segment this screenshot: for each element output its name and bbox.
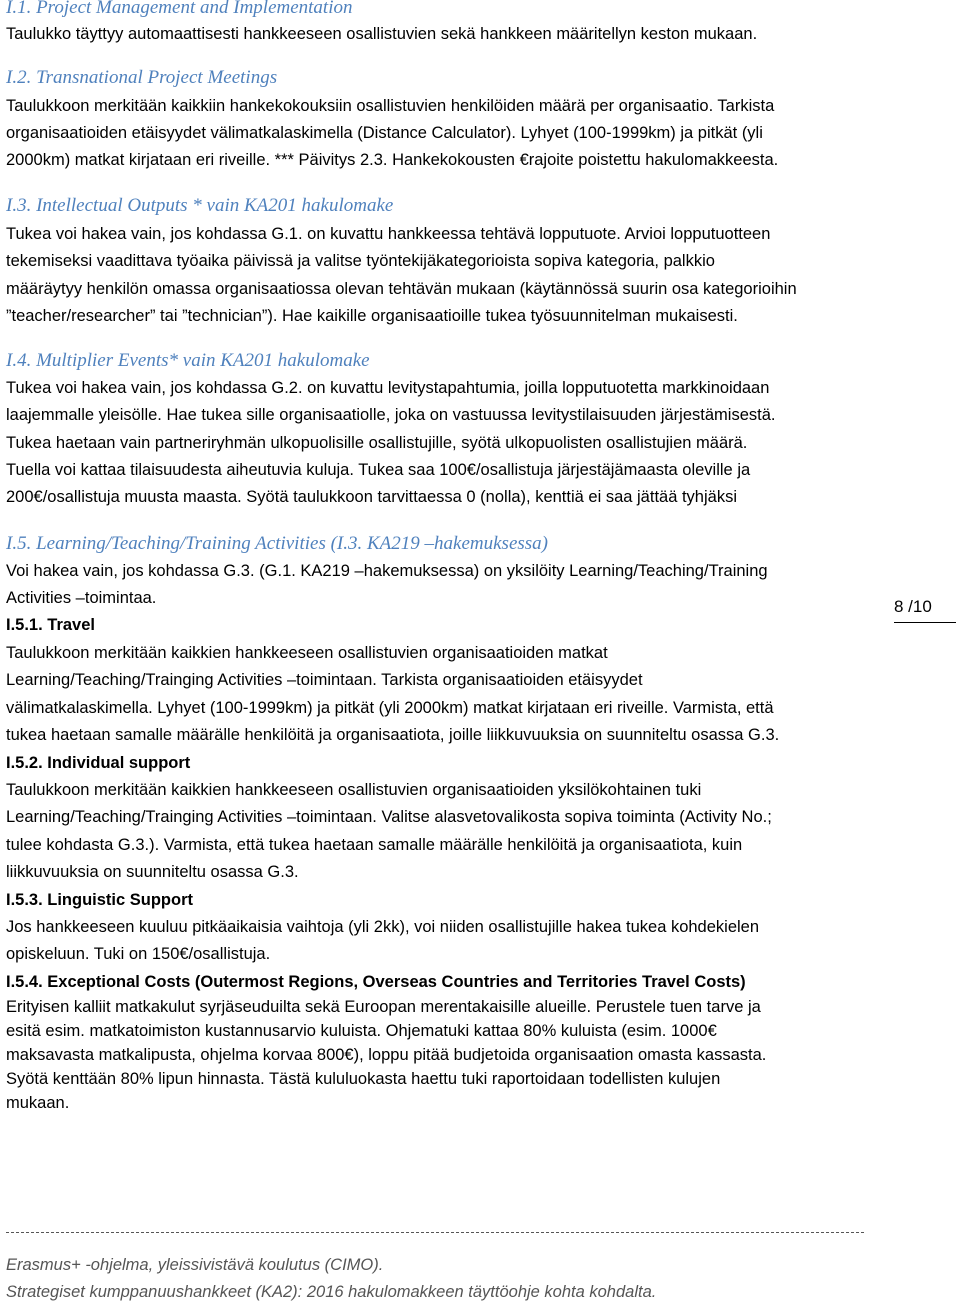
section-heading-i2: I.2. Transnational Project Meetings: [6, 67, 278, 88]
paragraph-line: opiskeluun. Tuki on 150€/osallistuja.: [6, 945, 271, 963]
paragraph-line: 2000km) matkat kirjataan eri riveille. *** Päivitys 2.3. Hankekokousten €rajoite poistettu hakulomakkeesta.: [6, 151, 779, 169]
paragraph-line: Tukea voi hakea vain, jos kohdassa G.1. on kuvattu hankkeessa tehtävä lopputuote. Arvioi lopputuotteen: [6, 225, 771, 243]
paragraph-line: Learning/Teaching/Trainging Activities –toimintaan. Tarkista organisaatioiden etäisyydet: [6, 671, 643, 689]
subsection-heading-i52: I.5.2. Individual support: [6, 754, 191, 772]
paragraph-line: maksavasta matkalipusta, ohjelma korvaa 800€), loppu pitää budjetoida organisaation omasta kassasta.: [6, 1046, 767, 1064]
section-heading-i5: I.5. Learning/Teaching/Training Activities (I.3. KA219 –hakemuksessa): [6, 533, 548, 554]
paragraph-line: välimatkalaskimella. Lyhyet (100-1999km) ja pitkät (yli 2000km) matkat kirjataan eri riveille. Varmista, että: [6, 699, 774, 717]
footer-divider: [6, 1232, 864, 1233]
paragraph-line: Jos hankkeeseen kuuluu pitkäaikaisia vaihtoja (yli 2kk), voi niiden osallistujille hakea tukea kohdekielen: [6, 918, 760, 936]
paragraph-line: Tuella voi kattaa tilaisuudesta aiheutuvia kuluja. Tukea saa 100€/osallistuja järjestäjämaasta oleville ja: [6, 461, 751, 479]
paragraph-line: Syötä kenttään 80% lipun hinnasta. Tästä kululuokasta haettu tuki raportoidaan todellisten kulujen: [6, 1070, 721, 1088]
paragraph-line: tekemiseksi vaadittava työaika päivissä ja valitse työntekijäkategorioista sopiva kategoria, palkkio: [6, 252, 715, 270]
paragraph-line: tukea haetaan samalle määrälle henkilöitä ja organisaatiota, joille liikkuvuuksia on suunniteltu osassa G.3.: [6, 726, 780, 744]
paragraph-line: Taulukkoon merkitään kaikkien hankkeeseen osallistuvien organisaatioiden matkat: [6, 644, 608, 662]
paragraph-line: Tukea voi hakea vain, jos kohdassa G.2. on kuvattu levitystapahtumia, joilla lopputuotetta markkinoidaan: [6, 379, 770, 397]
paragraph-line: mukaan.: [6, 1094, 70, 1112]
paragraph-line: tulee kohdasta G.3.). Varmista, että tukea haetaan samalle määrälle henkilöitä ja organisaatiota, kuin: [6, 836, 743, 854]
paragraph-line: laajemmalle yleisölle. Hae tukea sille organisaatiolle, joka on vastuussa levitystilaisuuden järjestämisestä.: [6, 406, 776, 424]
footer-line: Erasmus+ -ohjelma, yleissivistävä koulutus (CIMO).: [6, 1256, 384, 1274]
section-heading-i4: I.4. Multiplier Events* vain KA201 hakulomake: [6, 350, 370, 371]
paragraph-line: esitä esim. matkatoimiston kustannusarvio kuluista. Ohjematuki kattaa 80% kuluista (esim. 1000€: [6, 1022, 717, 1040]
paragraph-line: Taulukko täyttyy automaattisesti hankkeeseen osallistuvien sekä hankkeen määritellyn keston mukaan.: [6, 25, 758, 43]
subsection-heading-i54: I.5.4. Exceptional Costs (Outermost Regions, Overseas Countries and Territories Travel Costs): [6, 973, 746, 991]
paragraph-line: 200€/osallistuja muusta maasta. Syötä taulukkoon tarvittaessa 0 (nolla), kenttiä ei saa jättää tyhjäksi: [6, 488, 737, 506]
footer-line: Strategiset kumppanuushankkeet (KA2): 2016 hakulomakkeen täyttöohje kohta kohdalta.: [6, 1283, 657, 1301]
subsection-heading-i53: I.5.3. Linguistic Support: [6, 891, 194, 909]
paragraph-line: organisaatioiden etäisyydet välimatkalaskimella (Distance Calculator). Lyhyet (100-1999km) ja pitkät (yli: [6, 124, 763, 142]
paragraph-line: Taulukkoon merkitään kaikkien hankkeeseen osallistuvien organisaatioiden yksilökohtainen tuki: [6, 781, 702, 799]
paragraph-line: Voi hakea vain, jos kohdassa G.3. (G.1. KA219 –hakemuksessa) on yksilöity Learning/Teaching/Training: [6, 562, 768, 580]
paragraph-line: ”teacher/researcher” tai ”technician”). Hae kaikille organisaatioille tukea työsuunnitelman mukaisesti.: [6, 307, 738, 325]
paragraph-line: Activities –toimintaa.: [6, 589, 157, 607]
section-heading-i1: I.1. Project Management and Implementation: [6, 0, 353, 18]
paragraph-line: liikkuvuuksia on suunniteltu osassa G.3.: [6, 863, 299, 881]
paragraph-line: Taulukkoon merkitään kaikkiin hankekokouksiin osallistuvien henkilöiden määrä per organisaatio. Tarkista: [6, 97, 775, 115]
paragraph-line: Erityisen kalliit matkakulut syrjäseuduilta sekä Euroopan merentakaisille alueille. Perustele tuen tarve ja: [6, 998, 761, 1016]
paragraph-line: Learning/Teaching/Trainging Activities –toimintaan. Valitse alasvetovalikosta sopiva toiminta (Activity No.;: [6, 808, 772, 826]
paragraph-line: määräytyy henkilön omassa organisaatiossa olevan tehtävän mukaan (käytännössä suurin osa kategorioihin: [6, 280, 797, 298]
page-number: 8 /10: [894, 597, 956, 623]
section-heading-i3: I.3. Intellectual Outputs * vain KA201 hakulomake: [6, 195, 394, 216]
subsection-heading-i51: I.5.1. Travel: [6, 616, 95, 634]
paragraph-line: Tukea haetaan vain partneriryhmän ulkopuolisille osallistujille, syötä ulkopuolisten osallistujien määrä.: [6, 434, 748, 452]
